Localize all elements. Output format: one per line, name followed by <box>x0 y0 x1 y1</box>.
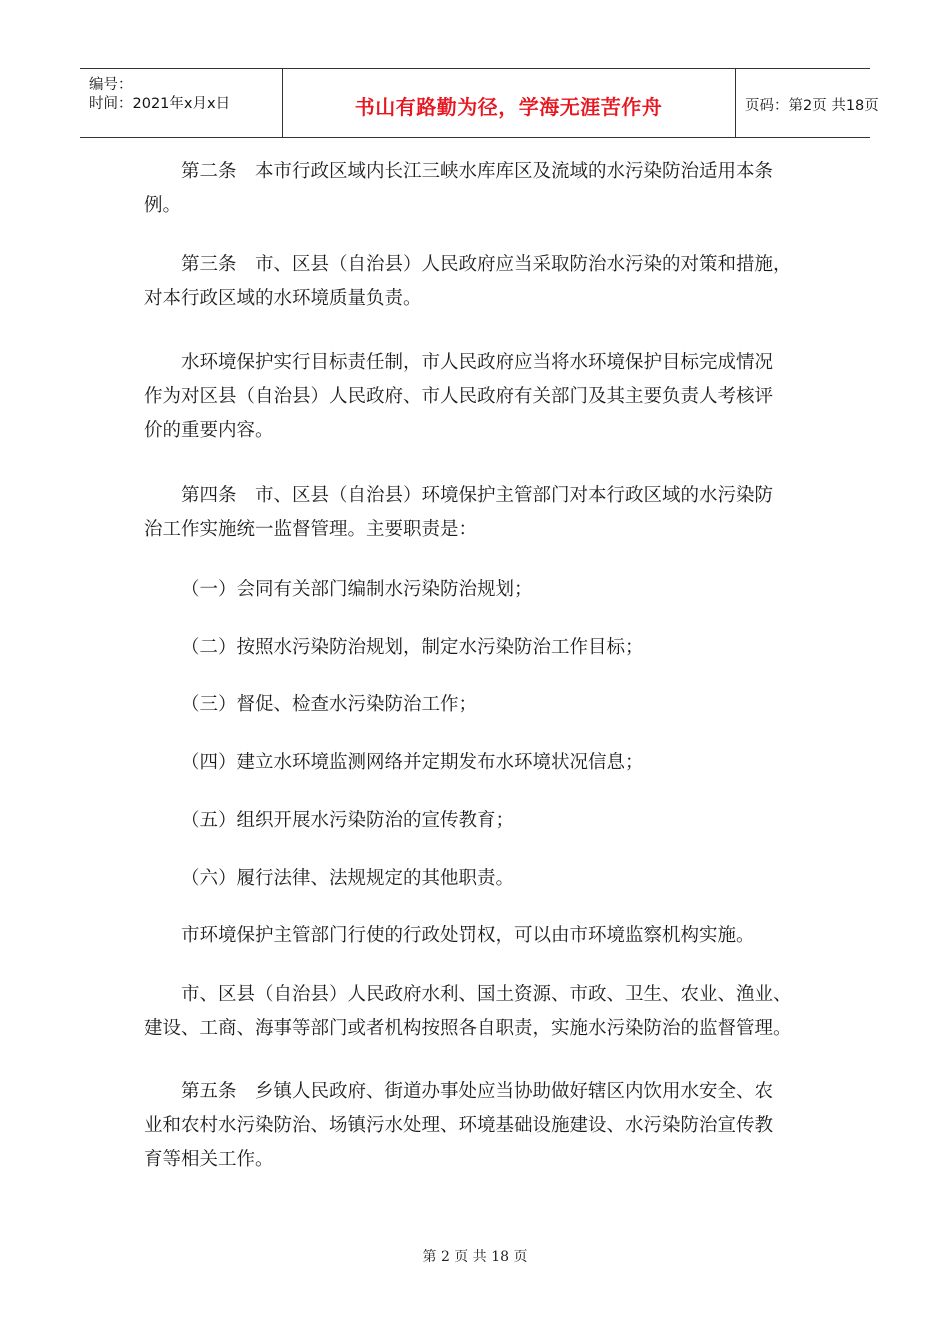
paragraph <box>144 1075 808 1177</box>
paragraph <box>144 978 808 1046</box>
paragraph-line: 市环境保护主管部门行使的行政处罚权，可以由市环境监察机构实施。 <box>181 925 755 946</box>
paragraph-line: 价的重要内容。 <box>144 420 274 441</box>
paragraph <box>144 804 808 838</box>
document-header <box>80 68 879 138</box>
paragraph-line: 第五条 乡镇人民政府、街道办事处应当协助做好辖区内饮用水安全、农 <box>181 1081 774 1102</box>
page-footer: 第 2 页 共 18 页 <box>422 1249 528 1265</box>
paragraph-line: 育等相关工作。 <box>144 1149 274 1170</box>
paragraph-line: 水环境保护实行目标责任制，市人民政府应当将水环境保护目标完成情况 <box>181 352 774 373</box>
paragraph-line: （三）督促、检查水污染防治工作； <box>181 694 478 715</box>
paragraph-line: （六）履行法律、法规规定的其他职责。 <box>181 868 515 889</box>
paragraph <box>144 155 808 223</box>
paragraph <box>144 248 808 316</box>
paragraph <box>144 631 808 665</box>
paragraph <box>144 746 808 780</box>
paragraph-line: 业和农村水污染防治、场镇污水处理、环境基础设施建设、水污染防治宣传教 <box>144 1115 774 1136</box>
number-label: 编号： <box>89 77 133 93</box>
paragraph-line: 例。 <box>144 195 182 216</box>
page-info: 页码：第2页 共18页 <box>745 98 879 114</box>
paragraph-line: （二）按照水污染防治规划，制定水污染防治工作目标； <box>181 637 644 658</box>
paragraph <box>144 919 808 953</box>
paragraph-line: 建设、工商、海事等部门或者机构按照各自职责，实施水污染防治的监督管理。 <box>144 1018 792 1039</box>
paragraph <box>144 688 808 722</box>
header-motto-cell <box>282 69 736 137</box>
paragraph <box>144 479 808 547</box>
paragraph-line: （四）建立水环境监测网络并定期发布水环境状况信息； <box>181 752 644 773</box>
paragraph-line: 作为对区县（自治县）人民政府、市人民政府有关部门及其主要负责人考核评 <box>144 386 774 407</box>
header-page-cell <box>736 69 879 137</box>
paragraph-line: 市、区县（自治县）人民政府水利、国土资源、市政、卫生、农业、渔业、 <box>181 984 792 1005</box>
paragraph <box>144 346 808 448</box>
paragraph-line: （一）会同有关部门编制水污染防治规划； <box>181 579 533 600</box>
paragraph-line: （五）组织开展水污染防治的宣传教育； <box>181 810 515 831</box>
paragraph-line: 第二条 本市行政区域内长江三峡水库库区及流域的水污染防治适用本条 <box>181 161 774 182</box>
header-meta-cell <box>80 69 283 137</box>
time-label: 时间：2021年x月x日 <box>89 96 231 112</box>
paragraph <box>144 573 808 607</box>
paragraph-line: 对本行政区域的水环境质量负责。 <box>144 288 422 309</box>
paragraph-line: 第四条 市、区县（自治县）环境保护主管部门对本行政区域的水污染防 <box>181 485 774 506</box>
motto: 书山有路勤为径，学海无涯苦作舟 <box>354 95 663 119</box>
paragraph <box>144 862 808 896</box>
paragraph-line: 治工作实施统一监督管理。主要职责是： <box>144 519 478 540</box>
paragraph-line: 第三条 市、区县（自治县）人民政府应当采取防治水污染的对策和措施， <box>181 254 792 275</box>
